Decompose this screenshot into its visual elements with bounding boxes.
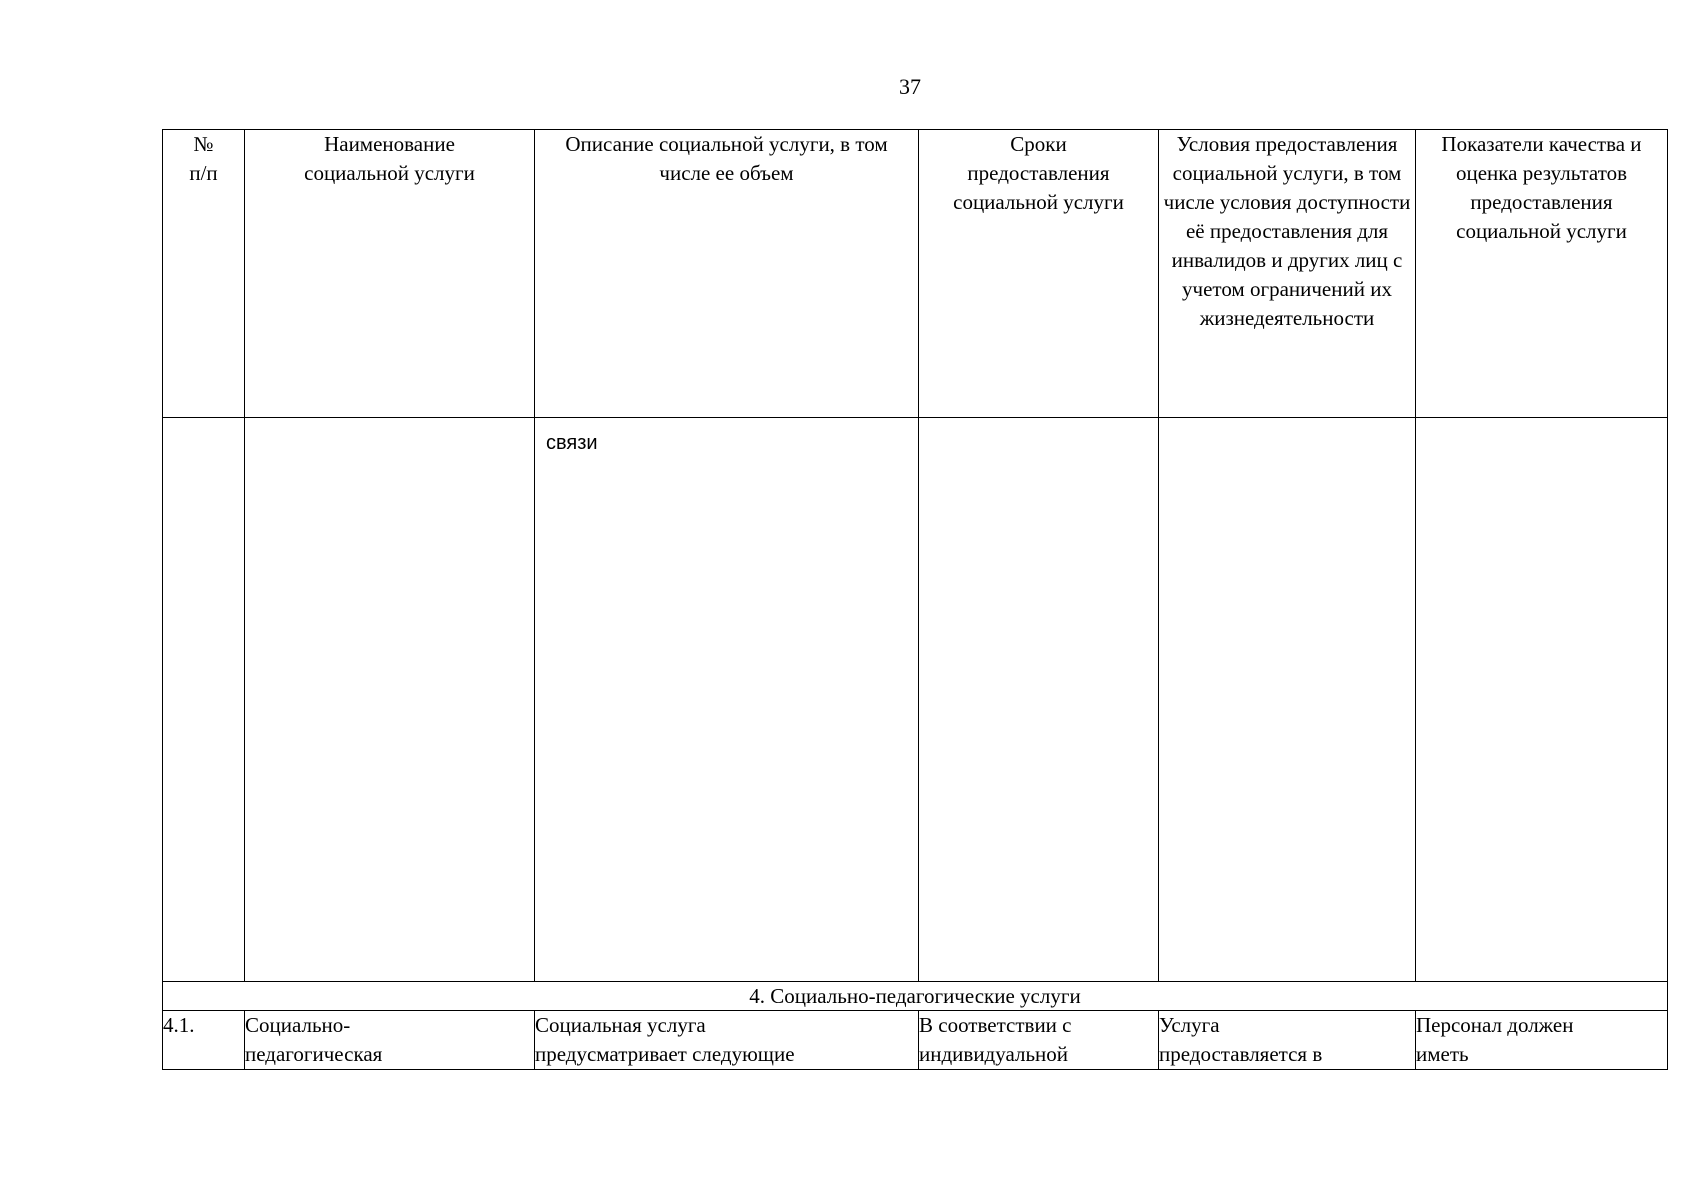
header-quality: Показатели качества и оценка результатов предоставления социальной услуги [1416,130,1668,418]
table-row [163,1011,1668,1070]
header-terms: Сроки предоставления социальной услуги [919,130,1159,418]
page-number: 37 [899,74,921,99]
header-description: Описание социальной услуги, в том числе ее объем [535,130,919,418]
cell-empty [1416,418,1668,982]
header-conditions: Условия предоставления социальной услуги, в том числе условия доступности её предоставления для инвалидов и других лиц с учетом ограничений их жизнедеятельности [1159,130,1416,418]
cell-description-continuation: связи [535,418,919,982]
cell-quality: Персонал должен иметь [1416,1011,1668,1070]
cell-terms: В соответствии с индивидуальной [919,1011,1159,1070]
cell-number: 4.1. [163,1011,245,1070]
cell-service-name: Социально-педагогическая [245,1011,535,1070]
cell-description: Социальная услуга предусматривает следующие [535,1011,919,1070]
services-table [162,129,1668,1070]
cell-empty [1159,418,1416,982]
cell-conditions: Услуга предоставляется в [1159,1011,1416,1070]
table-header-row [163,130,1668,418]
header-service-name: Наименование социальной услуги [245,130,535,418]
header-number: № п/п [163,130,245,418]
section-title: 4. Социально-педагогические услуги [163,982,1668,1011]
section-row [163,982,1668,1011]
cell-empty [245,418,535,982]
table-row-continuation [163,418,1668,982]
cell-empty [163,418,245,982]
cell-empty [919,418,1159,982]
